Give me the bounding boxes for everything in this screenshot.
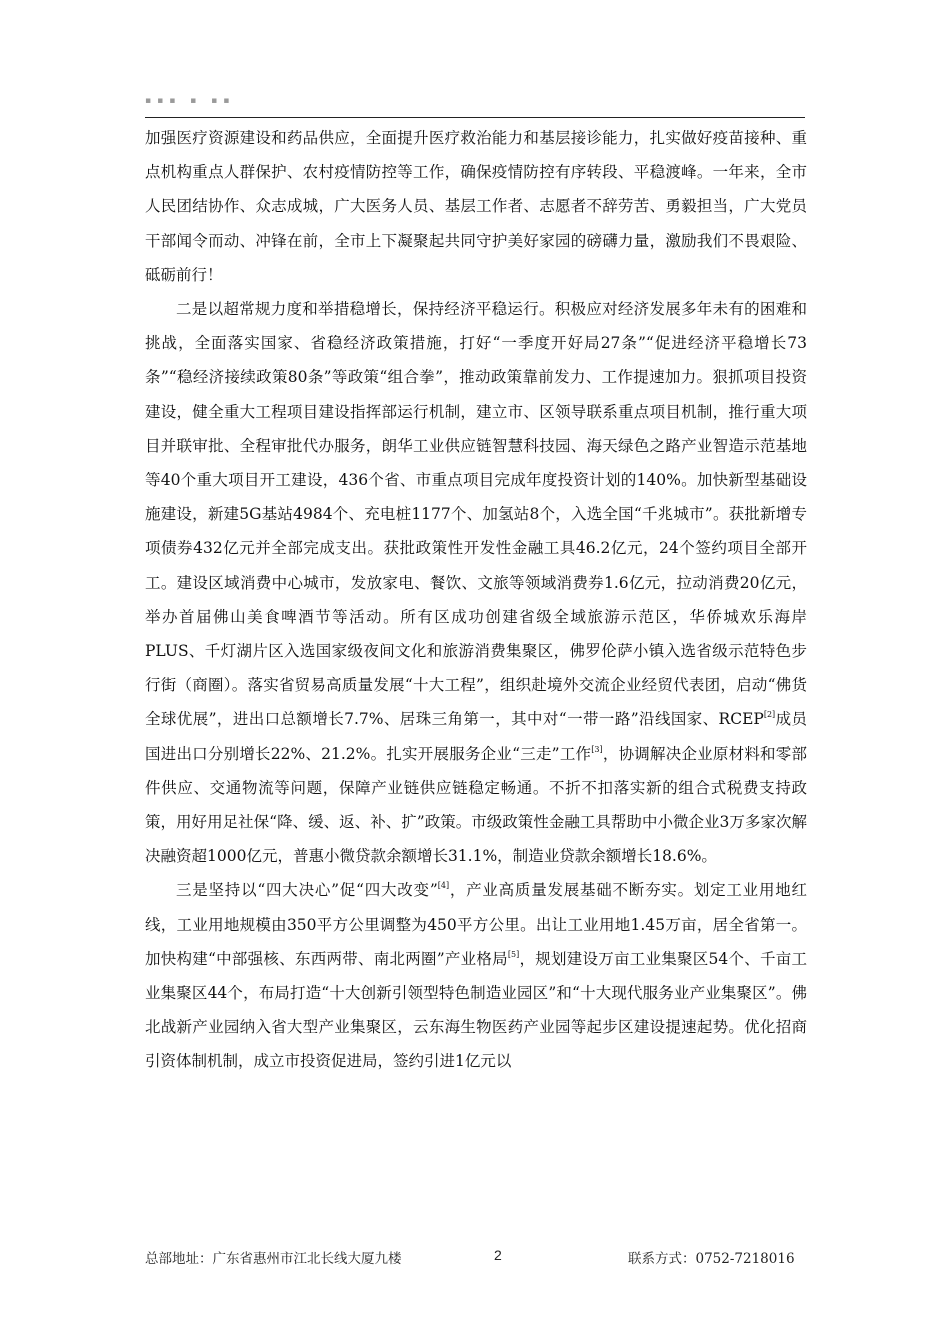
paragraph-2-text-c: ，协调解决企业原材料和零部件供应、交通物流等问题，保障产业链供应链稳定畅通。不折不扣落实新的组合式税费支持政策，用好用足社保“降、缓、返、补、扩”政策。市级政策性金融工具帮助中小微企业3万多家次解决融资超1000亿元，普惠小微贷款余额增长31.1%，制造业贷款余额增长18.6%。	[145, 744, 807, 866]
footnote-ref-3[interactable]: [3]	[591, 744, 603, 754]
paragraph-3-text-c: ，规划建设万亩工业集聚区54个、千亩工业集聚区44个，布局打造“十大创新引领型特色制造业园区”和“十大现代服务业产业集聚区”。佛北战新产业园纳入省大型产业集聚区，云东海生物医药产业园等起步区建设提速起势。优化招商引资体制机制，成立市投资促进局，签约引进1亿元以	[145, 949, 807, 1071]
footer-contact: 联系方式：0752-7218016	[628, 1251, 795, 1267]
footer-address: 总部地址：广东省惠州市江北长线大厦九楼	[145, 1251, 402, 1267]
footnote-ref-2[interactable]: [2]	[763, 710, 776, 720]
document-body	[145, 121, 807, 1079]
paragraph-3-text-b: ，产业高质量发展基础不断夯实。划定工业用地红线，工业用地规模由350平方公里调整为450平方公里。出让工业用地1.45万亩，居全省第一。加快构建“中部强核、东西两带、南北两圈”产业格局	[145, 881, 807, 968]
paragraph-2-text-a: 二是以超常规力度和举措稳增长，保持经济平稳运行。积极应对经济发展多年未有的困难和挑战，全面落实国家、省稳经济政策措施，打好“一季度开好局27条”“促进经济平稳增长73条”“稳经济接续政策80条”等政策“组合拳”，推动政策靠前发力、工作提速加力。狠抓项目投资建设，健全重大工程项目建设指挥部运行机制，建立市、区领导联系重点项目机制，推行重大项目并联审批、全程审批代办服务，朗华工业供应链智慧科技园、海天绿色之路产业智造示范基地等40个重大项目开工建设，436个省、市重点项目完成年度投资计划的140%。加快新型基础设施建设，新建5G基站4984个、充电桩1177个、加氢站8个，入选全国“千兆城市”。获批新增专项债券432亿元并全部完成支出。获批政策性开发性金融工具46.2亿元，24个签约项目全部开工。建设区域消费中心城市，发放家电、餐饮、文旅等领域消费券1.6亿元，拉动消费20亿元，举办首届佛山美食啤酒节等活动。所有区成功创建省级全域旅游示范区，华侨城欢乐海岸PLUS、千灯湖片区入选国家级夜间文化和旅游消费集聚区，佛罗伦萨小镇入选省级示范特色步行街（商圈）。落实省贸易高质量发展“十大工程”，组织赴境外交流企业经贸代表团，启动“佛货全球优展”，进出口总额增长7.7%、居珠三角第一，其中对“一带一路”沿线国家、RCEP	[145, 300, 807, 729]
paragraph-3-text-a: 三是坚持以“四大决心”促“四大改变”	[176, 881, 438, 900]
header-mark: ▪▪▪ ▪ ▪▪	[145, 96, 236, 106]
page-number: 2	[494, 1247, 502, 1263]
header-rule	[145, 117, 805, 118]
paragraph-2	[145, 292, 807, 873]
paragraph-2-text-b: 成员国进出口分别增长22%、21.2%。扎实开展服务企业“三走”工作	[145, 710, 807, 763]
footnote-ref-4[interactable]: [4]	[437, 881, 450, 891]
paragraph-1: 加强医疗资源建设和药品供应，全面提升医疗救治能力和基层接诊能力，扎实做好疫苗接种、重点机构重点人群保护、农村疫情防控等工作，确保疫情防控有序转段、平稳渡峰。一年来，全市人民团结协作、众志成城，广大医务人员、基层工作者、志愿者不辞劳苦、勇毅担当，广大党员干部闻令而动、冲锋在前，全市上下凝聚起共同守护美好家园的磅礴力量，激励我们不畏艰险、砥砺前行！	[145, 129, 807, 284]
paragraph-3	[145, 873, 807, 1078]
page-footer	[145, 1247, 807, 1267]
footnote-ref-5[interactable]: [5]	[507, 949, 520, 959]
